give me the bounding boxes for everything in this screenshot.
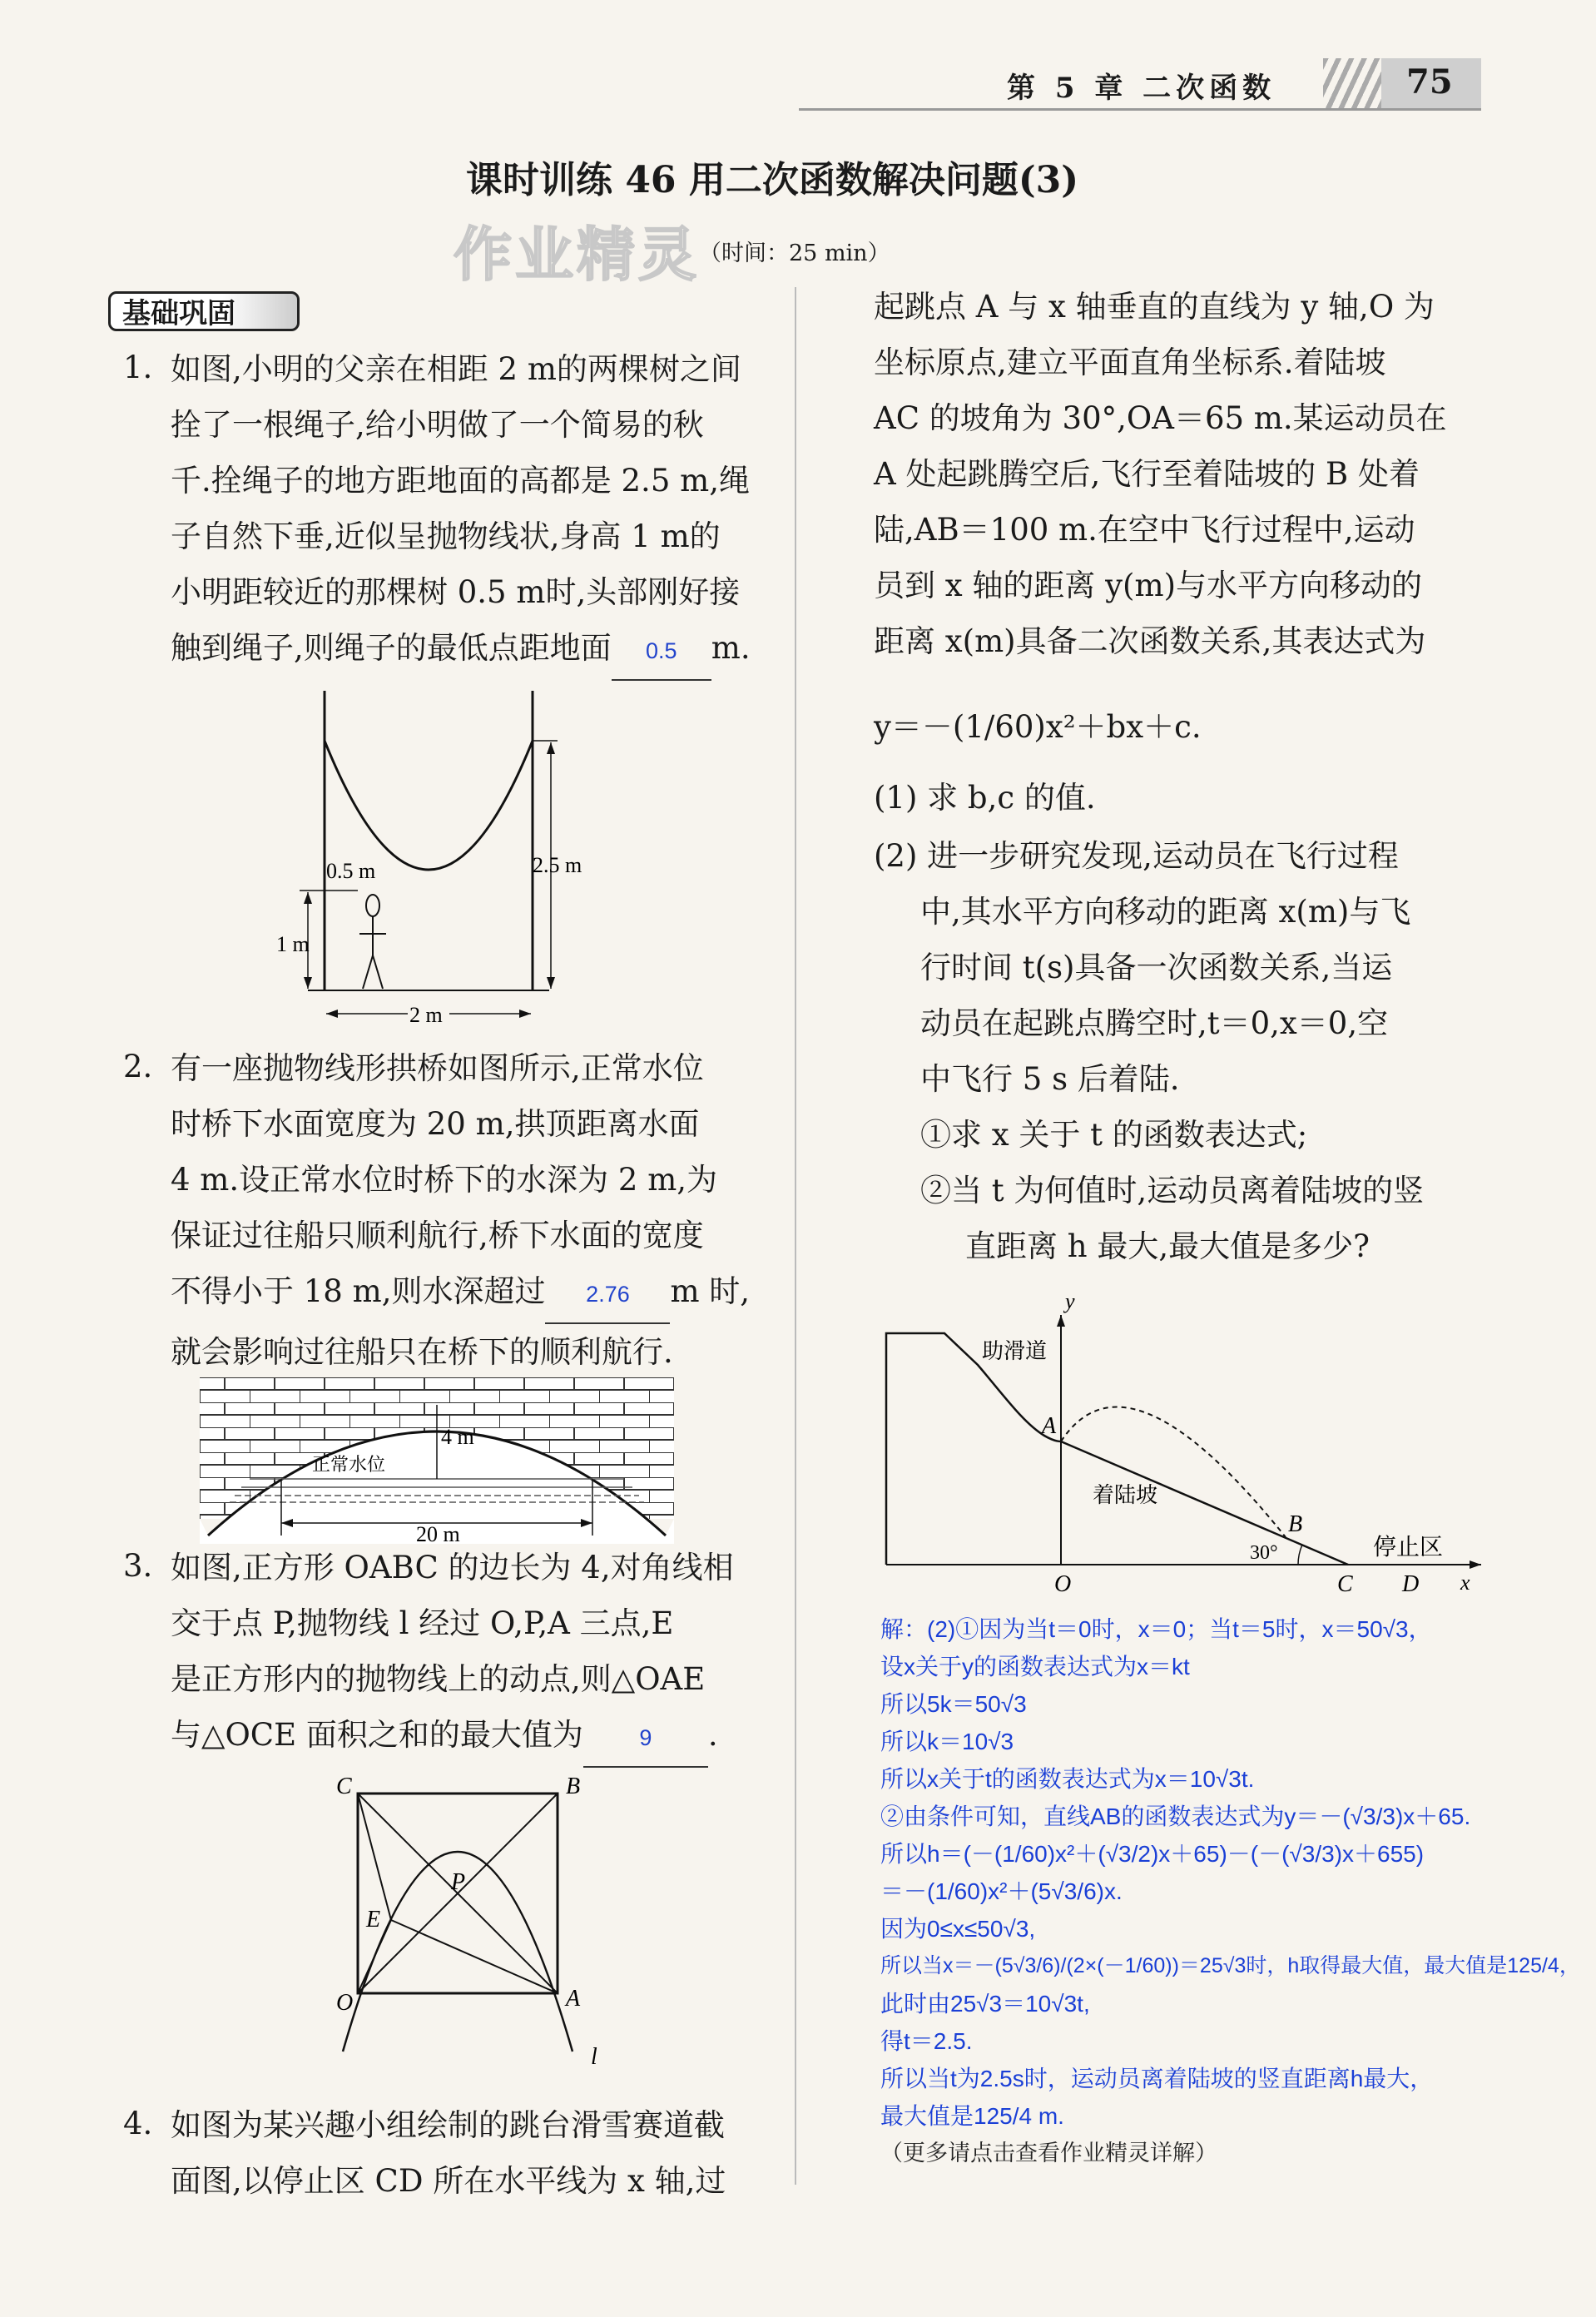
q1-line: 子自然下垂,近似呈抛物线状,身高 1 m的	[171, 518, 721, 554]
solution-line: 所以x关于t的函数表达式为x＝10√3t.	[880, 1766, 1255, 1792]
point-c-label: C	[1337, 1571, 1353, 1597]
y-label: y	[1065, 1289, 1075, 1313]
point-c-label: C	[336, 1774, 352, 1799]
fig1-label-width: 2 m	[409, 1003, 443, 1027]
fig2-label-width: 20 m	[416, 1522, 460, 1546]
column-divider	[795, 287, 796, 2185]
point-a-label: A	[1042, 1413, 1057, 1439]
point-e-label: E	[366, 1907, 381, 1932]
q4-line: 如图为某兴趣小组绘制的跳台滑雪赛道截	[171, 2107, 725, 2143]
chapter-title: 第 5 章 二次函数	[1007, 72, 1276, 105]
q4-sub2-line: 中飞行 5 s 后着陆.	[920, 1061, 1180, 1097]
q4-text-left	[171, 2097, 786, 2209]
q2-line: 有一座抛物线形拱桥如图所示,正常水位	[171, 1050, 704, 1086]
solution-block	[880, 1610, 1588, 2172]
fig1-label-person: 1 m	[276, 932, 310, 956]
segment-ce	[358, 1794, 391, 1920]
q2-pre: 不得小于 18 m,则水深超过	[171, 1273, 546, 1309]
flight-path	[1061, 1407, 1286, 1537]
header-stripes	[1323, 58, 1390, 108]
q2-answer-line	[171, 1263, 786, 1324]
q4-right-line: 员到 x 轴的距离 y(m)与水平方向移动的	[874, 568, 1423, 603]
q1-line: 千.拴绳子的地方距地面的高都是 2.5 m,绳	[171, 463, 750, 499]
q4-right-line: AC 的坡角为 30°,OA＝65 m.某运动员在	[874, 400, 1447, 436]
arrow-up-icon	[1057, 1315, 1065, 1327]
q3-number: 3.	[123, 1548, 153, 1584]
arrow-right-icon	[519, 1010, 531, 1018]
q4-sub2b-line: ②当 t 为何值时,运动员离着陆坡的竖	[920, 1173, 1425, 1208]
q2-line: 保证过往船只顺利航行,桥下水面的宽度	[171, 1218, 704, 1253]
section-label: 基础巩固	[108, 291, 300, 331]
q1-line: 拴了一根绳子,给小明做了一个简易的秋	[171, 407, 704, 443]
solution-line: 此时由25√3＝10√3t,	[880, 1991, 1090, 2017]
q4-sub2	[874, 828, 1539, 1274]
header-rule	[799, 108, 1481, 111]
angle-arc	[1298, 1545, 1302, 1565]
q2-post: m 时,	[670, 1273, 751, 1309]
solution-line: 所以当t为2.5s时，运动员离着陆坡的竖直距离h最大，	[880, 2066, 1434, 2091]
q2-answer-blank: 2.76	[545, 1267, 670, 1324]
time-limit: （时间：25 min）	[699, 241, 890, 266]
page-title: 课时训练 46 用二次函数解决问题(3)	[466, 159, 1079, 201]
q2-number: 2.	[123, 1049, 153, 1084]
q1-last-post: m.	[711, 630, 751, 666]
person-icon	[359, 895, 386, 989]
q4-sub2-line: 中,其水平方向移动的距离 x(m)与飞	[920, 894, 1411, 930]
solution-line: 设x关于y的函数表达式为x＝kt	[880, 1654, 1190, 1679]
q1-number: 1.	[123, 350, 153, 385]
arrow-right-icon	[1470, 1560, 1481, 1569]
q1-answer-blank: 0.5	[612, 623, 711, 681]
bridge-figure	[200, 1377, 682, 1544]
q3-line: 交于点 P,抛物线 l 经过 O,P,A 三点,E	[171, 1605, 674, 1641]
fig1-label-height: 2.5 m	[533, 853, 582, 877]
q4-text-right	[874, 279, 1539, 669]
q4-sub1: (1) 求 b,c 的值.	[874, 780, 1096, 816]
q4-right-line: 坐标原点,建立平面直角坐标系.着陆坡	[874, 345, 1386, 380]
arrow-up-icon	[304, 892, 312, 904]
swing-figure	[276, 691, 582, 1032]
rope-parabola	[325, 741, 533, 870]
fig1-label-distance: 0.5 m	[326, 859, 376, 883]
solution-line: 得t＝2.5.	[880, 2028, 973, 2054]
q4-sub2a: ①求 x 关于 t 的函数表达式;	[920, 1117, 1308, 1153]
solution-line: 所以h＝(－(1/60)x²＋(√3/2)x＋65)－(－(√3/3)x＋655)	[880, 1841, 1425, 1867]
segment-ea	[391, 1920, 558, 1993]
q1-text	[171, 341, 786, 681]
point-b-label: B	[1288, 1511, 1303, 1537]
solution-line: 所以k＝10√3	[880, 1729, 1014, 1754]
q3-answer-line	[171, 1707, 786, 1768]
q2-line: 4 m.设正常水位时桥下的水深为 2 m,为	[171, 1162, 718, 1198]
q3-text	[171, 1540, 786, 1768]
watermark: 作业精灵	[454, 220, 700, 289]
q4-sub2-line: 动员在起跳点腾空时,t＝0,x＝0,空	[920, 1005, 1389, 1041]
q2-line: 就会影响过往船只在桥下的顺利航行.	[171, 1334, 673, 1370]
q4-right-line: 距离 x(m)具备二次函数关系,其表达式为	[874, 623, 1426, 659]
q4-formula: y＝－(1/60)x²＋bx＋c.	[874, 709, 1202, 745]
point-d-label: D	[1402, 1571, 1420, 1597]
solution-line: ②由条件可知，直线AB的函数表达式为y＝－(√3/3)x＋65.	[880, 1803, 1471, 1829]
stop-area-label: 停止区	[1373, 1535, 1444, 1560]
q4-right-line: 起跳点 A 与 x 轴垂直的直线为 y 轴,O 为	[874, 289, 1435, 325]
square-figure	[325, 1769, 624, 2085]
arrow-down-icon	[547, 977, 555, 989]
ramp-label: 助滑道	[982, 1339, 1048, 1363]
q4-sub2-line: 行时间 t(s)具备一次函数关系,当运	[920, 950, 1393, 985]
origin-label: O	[1054, 1571, 1072, 1597]
solution-line: 所以5k＝50√3	[880, 1691, 1027, 1717]
solution-line: 最大值是125/4 m.	[880, 2103, 1064, 2129]
point-a-label: A	[566, 1986, 581, 2012]
q4-sub2-line: (2) 进一步研究发现,运动员在飞行过程	[874, 838, 1399, 874]
q1-last-line	[171, 620, 786, 681]
point-o-label: O	[336, 1990, 354, 2016]
curve-l-label: l	[591, 2044, 597, 2070]
q4-right-line: A 处起跳腾空后,飞行至着陆坡的 B 处着	[874, 456, 1420, 492]
q3-pre: 与△OCE 面积之和的最大值为	[171, 1717, 583, 1753]
q1-line: 小明距较近的那棵树 0.5 m时,头部刚好接	[171, 574, 741, 610]
q4-line: 面图,以停止区 CD 所在水平线为 x 轴,过	[171, 2163, 726, 2199]
slope-label: 着陆坡	[1093, 1483, 1158, 1507]
ski-jump-figure	[878, 1289, 1494, 1598]
solution-footer-link[interactable]: （更多请点击查看作业精灵详解）	[880, 2141, 1217, 2166]
point-b-label: B	[566, 1774, 581, 1799]
arrow-up-icon	[547, 742, 555, 754]
solution-line: 因为0≤x≤50√3,	[880, 1916, 1036, 1942]
x-label: x	[1460, 1570, 1470, 1595]
q2-line: 时桥下水面宽度为 20 m,拱顶距离水面	[171, 1106, 700, 1142]
q3-line: 如图,正方形 OABC 的边长为 4,对角线相	[171, 1550, 734, 1585]
fig2-label-height: 4 m	[441, 1425, 474, 1449]
ramp-profile	[886, 1333, 1061, 1565]
q2-text	[171, 1040, 786, 1380]
arrow-left-icon	[326, 1010, 338, 1018]
section-badge	[108, 291, 308, 335]
page-number: 75	[1406, 62, 1453, 102]
q3-answer-blank: 9	[583, 1710, 708, 1768]
angle-label: 30°	[1250, 1542, 1278, 1564]
arrow-down-icon	[304, 977, 312, 989]
q4-number: 4.	[123, 2106, 153, 2141]
point-p-label: P	[451, 1869, 466, 1895]
q3-post: .	[707, 1717, 718, 1753]
q1-line: 如图,小明的父亲在相距 2 m的两棵树之间	[171, 351, 741, 387]
q3-line: 是正方形内的抛物线上的动点,则△OAE	[171, 1661, 706, 1697]
q4-sub2b-line: 直距离 h 最大,最大值是多少?	[965, 1228, 1370, 1264]
solution-line: ＝－(1/60)x²＋(5√3/6)x.	[880, 1878, 1123, 1904]
q4-right-line: 陆,AB＝100 m.在空中飞行过程中,运动	[874, 512, 1415, 548]
fig2-label-water: 正常水位	[312, 1454, 386, 1475]
q1-last-pre: 触到绳子,则绳子的最低点距地面	[171, 630, 612, 666]
solution-line: 解：(2)①因为当t＝0时，x＝0；当t＝5时，x＝50√3，	[880, 1616, 1432, 1642]
solution-line: 所以当x＝－(5√3/6)/(2×(－1/60))＝25√3时，h取得最大值，最大值是125/4，	[880, 1954, 1580, 1977]
